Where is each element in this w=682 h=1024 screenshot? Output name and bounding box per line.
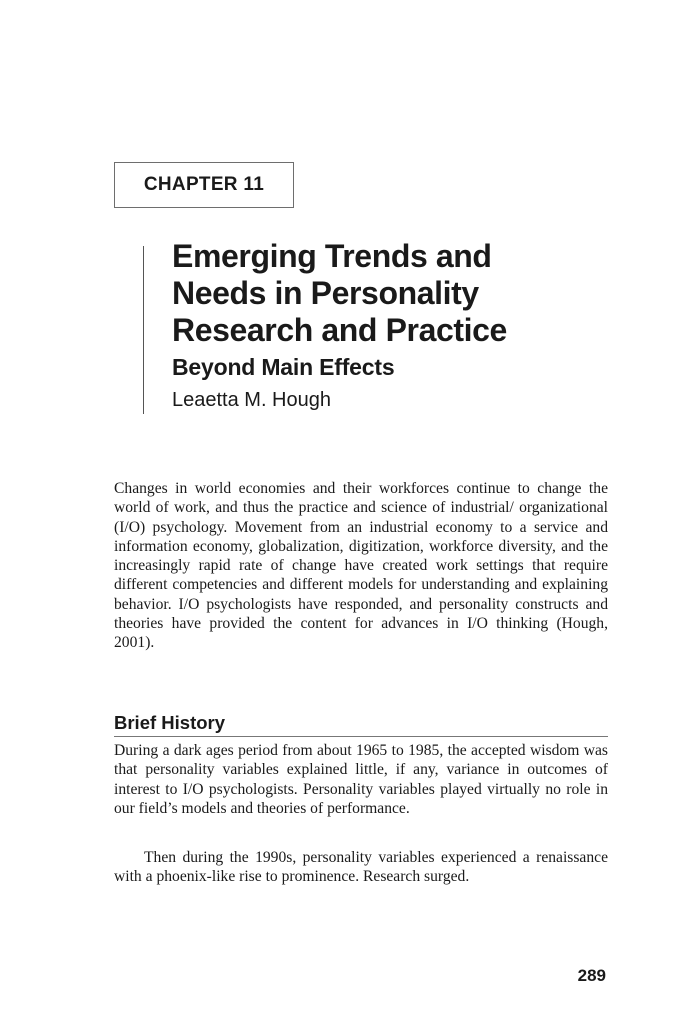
- chapter-title-line-3: Research and Practice: [172, 312, 507, 348]
- chapter-subtitle: Beyond Main Effects: [172, 354, 395, 380]
- section-heading-brief-history: Brief History: [114, 711, 608, 737]
- page-number: 289: [577, 966, 606, 985]
- chapter-label-box: [114, 162, 294, 208]
- title-block: [172, 238, 612, 414]
- history-paragraph-1: During a dark ages period from about 1965 to 1985, the accepted wisdom was that personality variables explained little, if any, variance in outcomes of interest to I/O psychologists. Personality variables played virtually no role in our field’s models and theories of performance.: [114, 742, 608, 817]
- intro-paragraph: Changes in world economies and their workforces continue to change the world of work, and thus the practice and science of industrial/ organizational (I/O) psychology. Movement from an industrial economy to a service and information economy, globalization, digitization, workforce diversity, and the increasingly rapid rate of change have created work settings that require different competencies and different models for understanding and explaining behavior. I/O psychologists have responded, and personality constructs and theories have provided the content for advances in I/O thinking (Hough, 2001).: [114, 480, 608, 652]
- history-paragraph-2: Then during the 1990s, personality variables experienced a renaissance with a phoenix-like rise to prominence. Research surged.: [114, 849, 608, 886]
- chapter-label: CHAPTER 11: [143, 174, 265, 195]
- chapter-author: Leaetta M. Hough: [172, 389, 331, 411]
- chapter-title-line-2: Needs in Personality: [172, 275, 479, 311]
- chapter-title-line-1: Emerging Trends and: [172, 238, 492, 274]
- title-vertical-rule: [143, 246, 144, 414]
